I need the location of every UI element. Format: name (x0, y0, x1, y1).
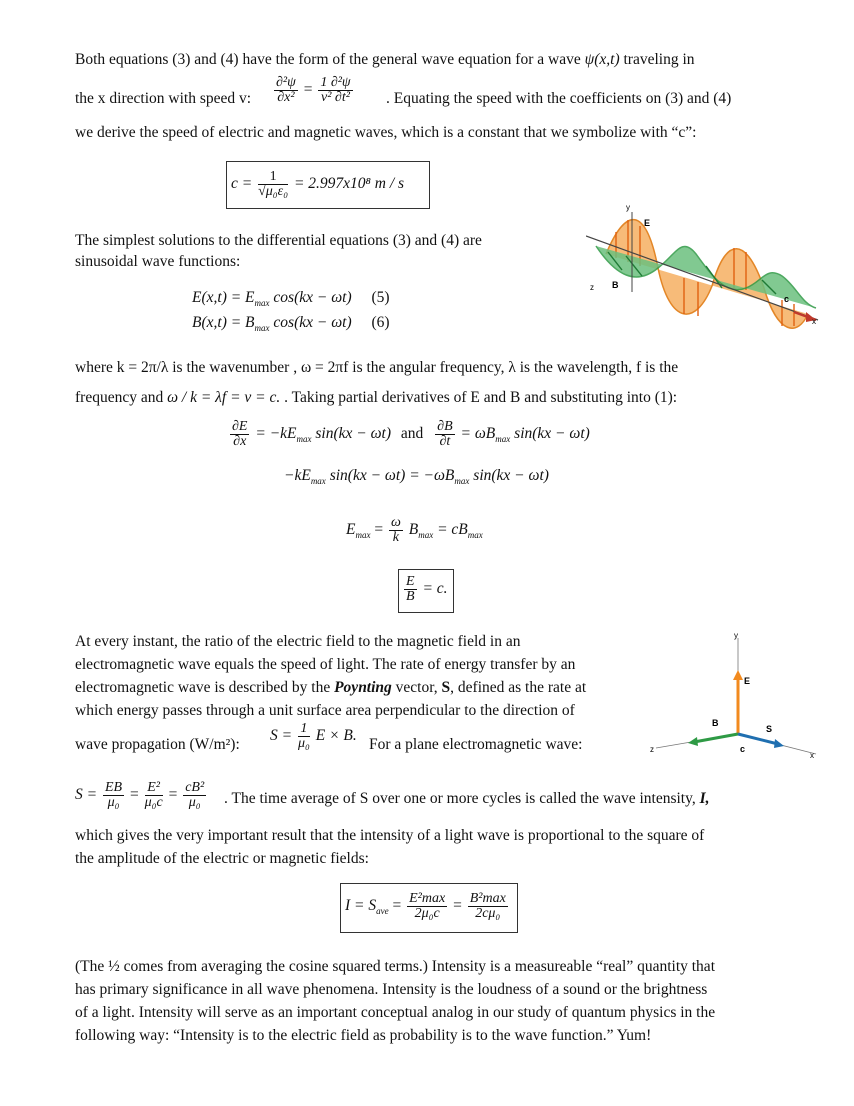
para4-line5-end: For a plane electromagnetic wave: (369, 736, 583, 753)
poynting-figure (650, 630, 820, 760)
emax-relation: $E_{max}$ = $\frac{\omega}{k}$ $B_{max} = cB_{max}$ (346, 515, 483, 545)
para5-line2: the amplitude of the electric or magnetic fields: (75, 850, 369, 867)
speed-of-light-box: c = $\frac{1}{\text{√μ₀ε₀}}$ = 2.997x10⁸ m / s (226, 161, 430, 209)
para6-line4: following way: “Intensity is to the electric field as probability is to the wave function.” Yum! (75, 1027, 652, 1044)
fig2-x-label: x (810, 751, 814, 760)
fig1-y-label: y (626, 203, 630, 212)
em-wave-figure (586, 196, 826, 336)
para3-line1: where k = 2π/λ is the wavenumber , ω = 2πf is the angular frequency, λ is the wavelength, f is the (75, 359, 679, 376)
fig1-c-label: c (784, 294, 790, 304)
para4-line1: At every instant, the ratio of the electric field to the magnetic field in an (75, 633, 521, 650)
para2-line1: The simplest solutions to the differential equations (3) and (4) are (75, 232, 482, 249)
para4-line4: which energy passes through a unit surface area perpendicular to the direction of (75, 702, 575, 719)
para1-line2: the x direction with speed v: (75, 90, 252, 107)
partial-derivatives: $\frac{\partial E}{\partial x}$ = $-kE_{max}$ sin(kx − ωt) and $\frac{\partial B}{\partial t}$ = $\omega B_{max}$ sin(kx − ωt) (232, 419, 590, 449)
para4-line2: electromagnetic wave equals the speed of light. The rate of energy transfer by an (75, 656, 576, 673)
para3-line2: frequency and ω / k = λf = v = c. . Taking partial derivatives of E and B and substituting into (1): (75, 389, 678, 406)
para1-line1: Both equations (3) and (4) have the form of the general wave equation for a wave ψ(x,t) traveling in (75, 51, 695, 68)
para1-line2-end: . Equating the speed with the coefficients on (3) and (4) (386, 90, 732, 107)
fig2-c-label: c (740, 744, 746, 754)
ratio-box: $\frac{E}{B}$ = c. (398, 569, 454, 613)
s-equation: S = $\frac{EB}{\text{μ₀}}$ = $\frac{\text{E²}}{\text{μ₀c}}$ = $\frac{\text{cB²}}{\text{μ₀}}$ (75, 780, 205, 810)
para6-line3: of a light. Intensity will serve as an important conceptual analog in our study of quantum physics in the (75, 1004, 716, 1021)
para2-line2: sinusoidal wave functions: (75, 253, 241, 270)
substituted-equation: $-kE_{max}$ $\sin(kx - \omega t) = -\omega B_{max}$ sin(kx − ωt) (284, 467, 549, 487)
s-equation-tail: . The time average of S over one or more cycles is called the wave intensity, I, (224, 790, 710, 807)
fig1-b-label: B (612, 280, 619, 290)
para6-line1: (The ½ comes from averaging the cosine squared terms.) Intensity is a measureable “real” quantity that (75, 958, 715, 975)
fig2-z-label: z (650, 745, 654, 754)
fig2-e-label: E (744, 676, 751, 686)
fig1-x-label: x (812, 317, 816, 326)
fig1-e-label: E (644, 218, 651, 228)
para5-line1: which gives the very important result that the intensity of a light wave is proportional to the square of (75, 827, 705, 844)
para4-line5: wave propagation (W/m²): (75, 736, 240, 753)
intensity-box: $I = S_{ave}$ = $\frac{\text{E²max}}{\text{2μ₀c}}$ = $\frac{\text{B²max}}{\text{2cμ₀}}$ (340, 883, 518, 933)
s-vector (738, 734, 778, 744)
b-solution: $B(x,t) = B_{max}$ cos(kx − ωt) (6) (192, 314, 390, 334)
para6-line2: has primary significance in all wave phenomena. Intensity is the loudness of a sound or the brightness (75, 981, 708, 998)
wave-equation: $\frac{\text{∂²ψ}}{\text{∂x²}}$ = $\frac{\text{1 ∂²ψ}}{\text{v² ∂t²}}$ (276, 75, 351, 105)
para4-line3: electromagnetic wave is described by the Poynting vector, S, defined as the rate at (75, 679, 587, 696)
b-vector (694, 734, 738, 742)
e-solution: $E(x,t) = E_{max}$ cos(kx − ωt) (5) (192, 289, 390, 309)
fig2-y-label: y (734, 631, 738, 640)
fig1-z-label: z (590, 283, 594, 292)
poynting-equation: S = $\frac{1}{\text{μ₀}}$ E × B. (270, 721, 357, 751)
para1-line3: we derive the speed of electric and magnetic waves, which is a constant that we symbolize with “c”: (75, 124, 697, 141)
fig2-b-label: B (712, 718, 719, 728)
fig2-s-label: S (766, 724, 773, 734)
